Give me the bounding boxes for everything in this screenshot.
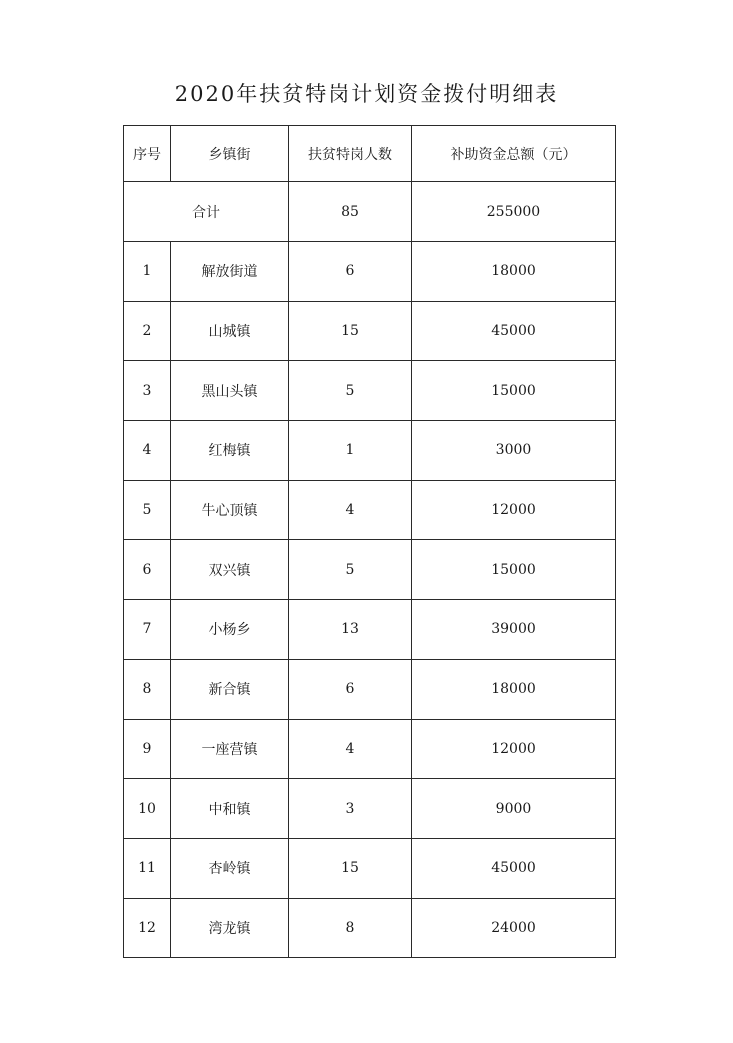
cell-fund: 12000 xyxy=(412,719,616,779)
total-count: 85 xyxy=(289,182,412,242)
cell-fund: 3000 xyxy=(412,421,616,481)
header-count: 扶贫特岗人数 xyxy=(289,126,412,182)
cell-town: 黑山头镇 xyxy=(171,361,289,421)
table-row xyxy=(124,719,616,779)
cell-town: 解放街道 xyxy=(171,242,289,302)
cell-no: 1 xyxy=(124,242,171,302)
cell-count: 4 xyxy=(289,719,412,779)
cell-no: 7 xyxy=(124,600,171,660)
table-row xyxy=(124,540,616,600)
cell-count: 8 xyxy=(289,898,412,958)
cell-fund: 39000 xyxy=(412,600,616,660)
cell-count: 6 xyxy=(289,242,412,302)
total-label: 合计 xyxy=(124,182,289,242)
cell-no: 6 xyxy=(124,540,171,600)
table-row xyxy=(124,301,616,361)
cell-no: 9 xyxy=(124,719,171,779)
cell-fund: 12000 xyxy=(412,480,616,540)
cell-count: 5 xyxy=(289,540,412,600)
cell-town: 小杨乡 xyxy=(171,600,289,660)
cell-fund: 18000 xyxy=(412,659,616,719)
total-row xyxy=(124,182,616,242)
cell-no: 8 xyxy=(124,659,171,719)
page-title: 2020年扶贫特岗计划资金拨付明细表 xyxy=(174,82,559,106)
cell-no: 3 xyxy=(124,361,171,421)
cell-fund: 24000 xyxy=(412,898,616,958)
table-row xyxy=(124,898,616,958)
cell-no: 5 xyxy=(124,480,171,540)
cell-no: 11 xyxy=(124,838,171,898)
cell-fund: 15000 xyxy=(412,361,616,421)
cell-count: 4 xyxy=(289,480,412,540)
cell-count: 1 xyxy=(289,421,412,481)
table-row xyxy=(124,779,616,839)
cell-fund: 9000 xyxy=(412,779,616,839)
cell-town: 双兴镇 xyxy=(171,540,289,600)
cell-count: 15 xyxy=(289,838,412,898)
cell-fund: 45000 xyxy=(412,301,616,361)
cell-town: 新合镇 xyxy=(171,659,289,719)
table-header-row xyxy=(124,126,616,182)
cell-town: 湾龙镇 xyxy=(171,898,289,958)
table-row xyxy=(124,838,616,898)
table-row xyxy=(124,480,616,540)
cell-town: 山城镇 xyxy=(171,301,289,361)
cell-fund: 15000 xyxy=(412,540,616,600)
cell-town: 红梅镇 xyxy=(171,421,289,481)
table-row xyxy=(124,242,616,302)
header-town: 乡镇街 xyxy=(171,126,289,182)
cell-count: 3 xyxy=(289,779,412,839)
cell-count: 15 xyxy=(289,301,412,361)
cell-no: 12 xyxy=(124,898,171,958)
cell-count: 6 xyxy=(289,659,412,719)
header-no: 序号 xyxy=(124,126,171,182)
fund-detail-table xyxy=(123,125,616,958)
cell-no: 10 xyxy=(124,779,171,839)
cell-fund: 45000 xyxy=(412,838,616,898)
cell-town: 杏岭镇 xyxy=(171,838,289,898)
cell-town: 牛心顶镇 xyxy=(171,480,289,540)
header-fund: 补助资金总额（元） xyxy=(412,126,616,182)
total-fund: 255000 xyxy=(412,182,616,242)
cell-fund: 18000 xyxy=(412,242,616,302)
cell-town: 中和镇 xyxy=(171,779,289,839)
cell-no: 2 xyxy=(124,301,171,361)
cell-count: 5 xyxy=(289,361,412,421)
table-row xyxy=(124,659,616,719)
cell-no: 4 xyxy=(124,421,171,481)
table-row xyxy=(124,600,616,660)
cell-town: 一座营镇 xyxy=(171,719,289,779)
cell-count: 13 xyxy=(289,600,412,660)
table-row xyxy=(124,421,616,481)
table-row xyxy=(124,361,616,421)
